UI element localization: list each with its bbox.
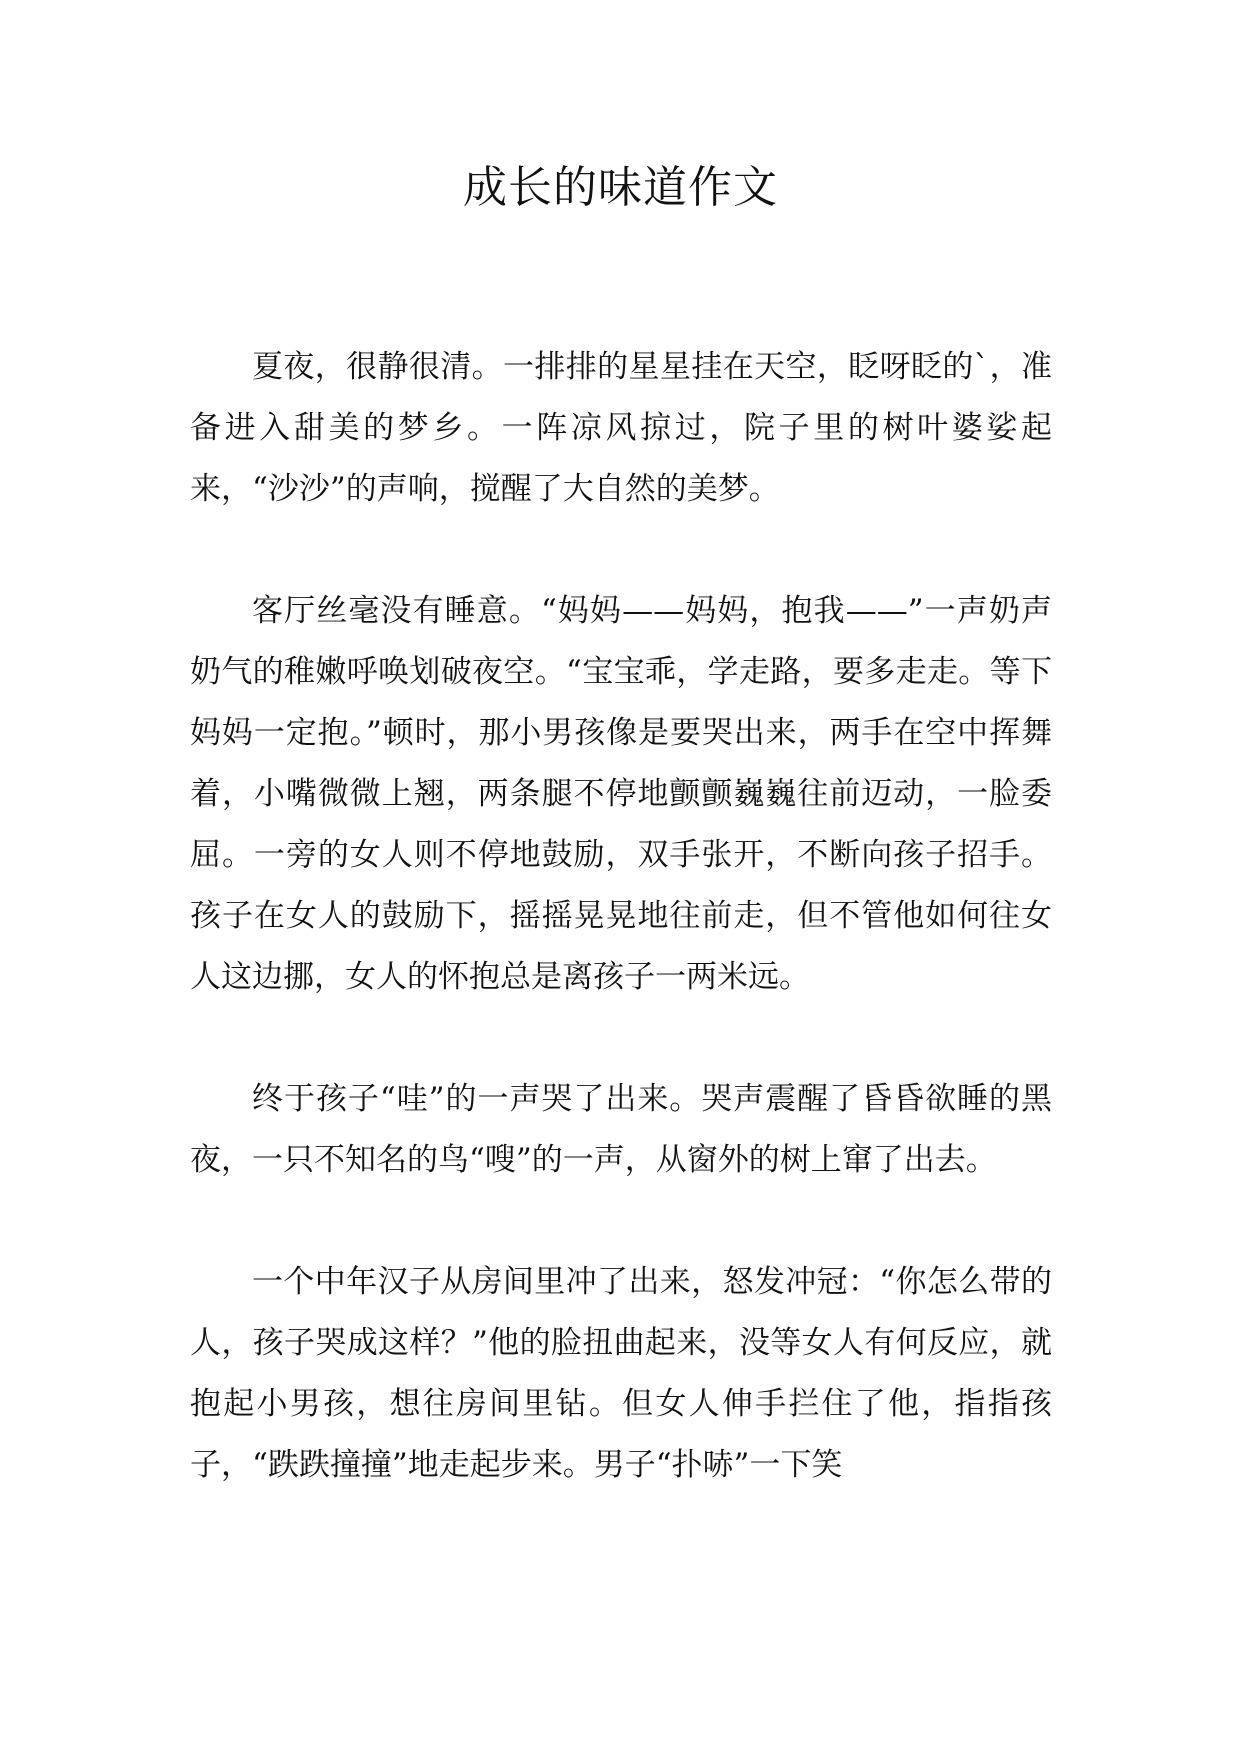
paragraph-3: 终于孩子“哇”的一声哭了出来。哭声震醒了昏昏欲睡的黑夜，一只不知名的鸟“嗖”的一声，从窗外的树上窜了出去。 — [190, 1081, 1052, 1178]
paragraph-4: 一个中年汉子从房间里冲了出来，怒发冲冠：“你怎么带的人，孩子哭成这样？”他的脸扭曲起来，没等女人有何反应，就抱起小男孩，想往房间里钻。但女人伸手拦住了他，指指孩子，“跌跌撞撞”地走起步来。男子“扑哧”一下笑 — [190, 1264, 1052, 1483]
paragraph-1: 夏夜，很静很清。一排排的星星挂在天空，眨呀眨的`，准备进入甜美的梦乡。一阵凉风掠过，院子里的树叶婆娑起来，“沙沙”的声响，搅醒了大自然的美梦。 — [190, 349, 1052, 507]
paragraph-2: 客厅丝毫没有睡意。“妈妈——妈妈，抱我——”一声奶声奶气的稚嫩呼唤划破夜空。“宝宝乖，学走路，要多走走。等下妈妈一定抱。”顿时，那小男孩像是要哭出来，两手在空中挥舞着，小嘴微微上翘，两条腿不停地颤颤巍巍往前迈动，一脸委屈。一旁的女人则不停地鼓励，双手张开，不断向孩子招手。孩子在女人的鼓励下，摇摇晃晃地往前走，但不管他如何往女人这边挪，女人的怀抱总是离孩子一两米远。 — [190, 593, 1052, 995]
document-title: 成长的味道作文 — [463, 162, 778, 213]
document-body — [190, 337, 1052, 1496]
